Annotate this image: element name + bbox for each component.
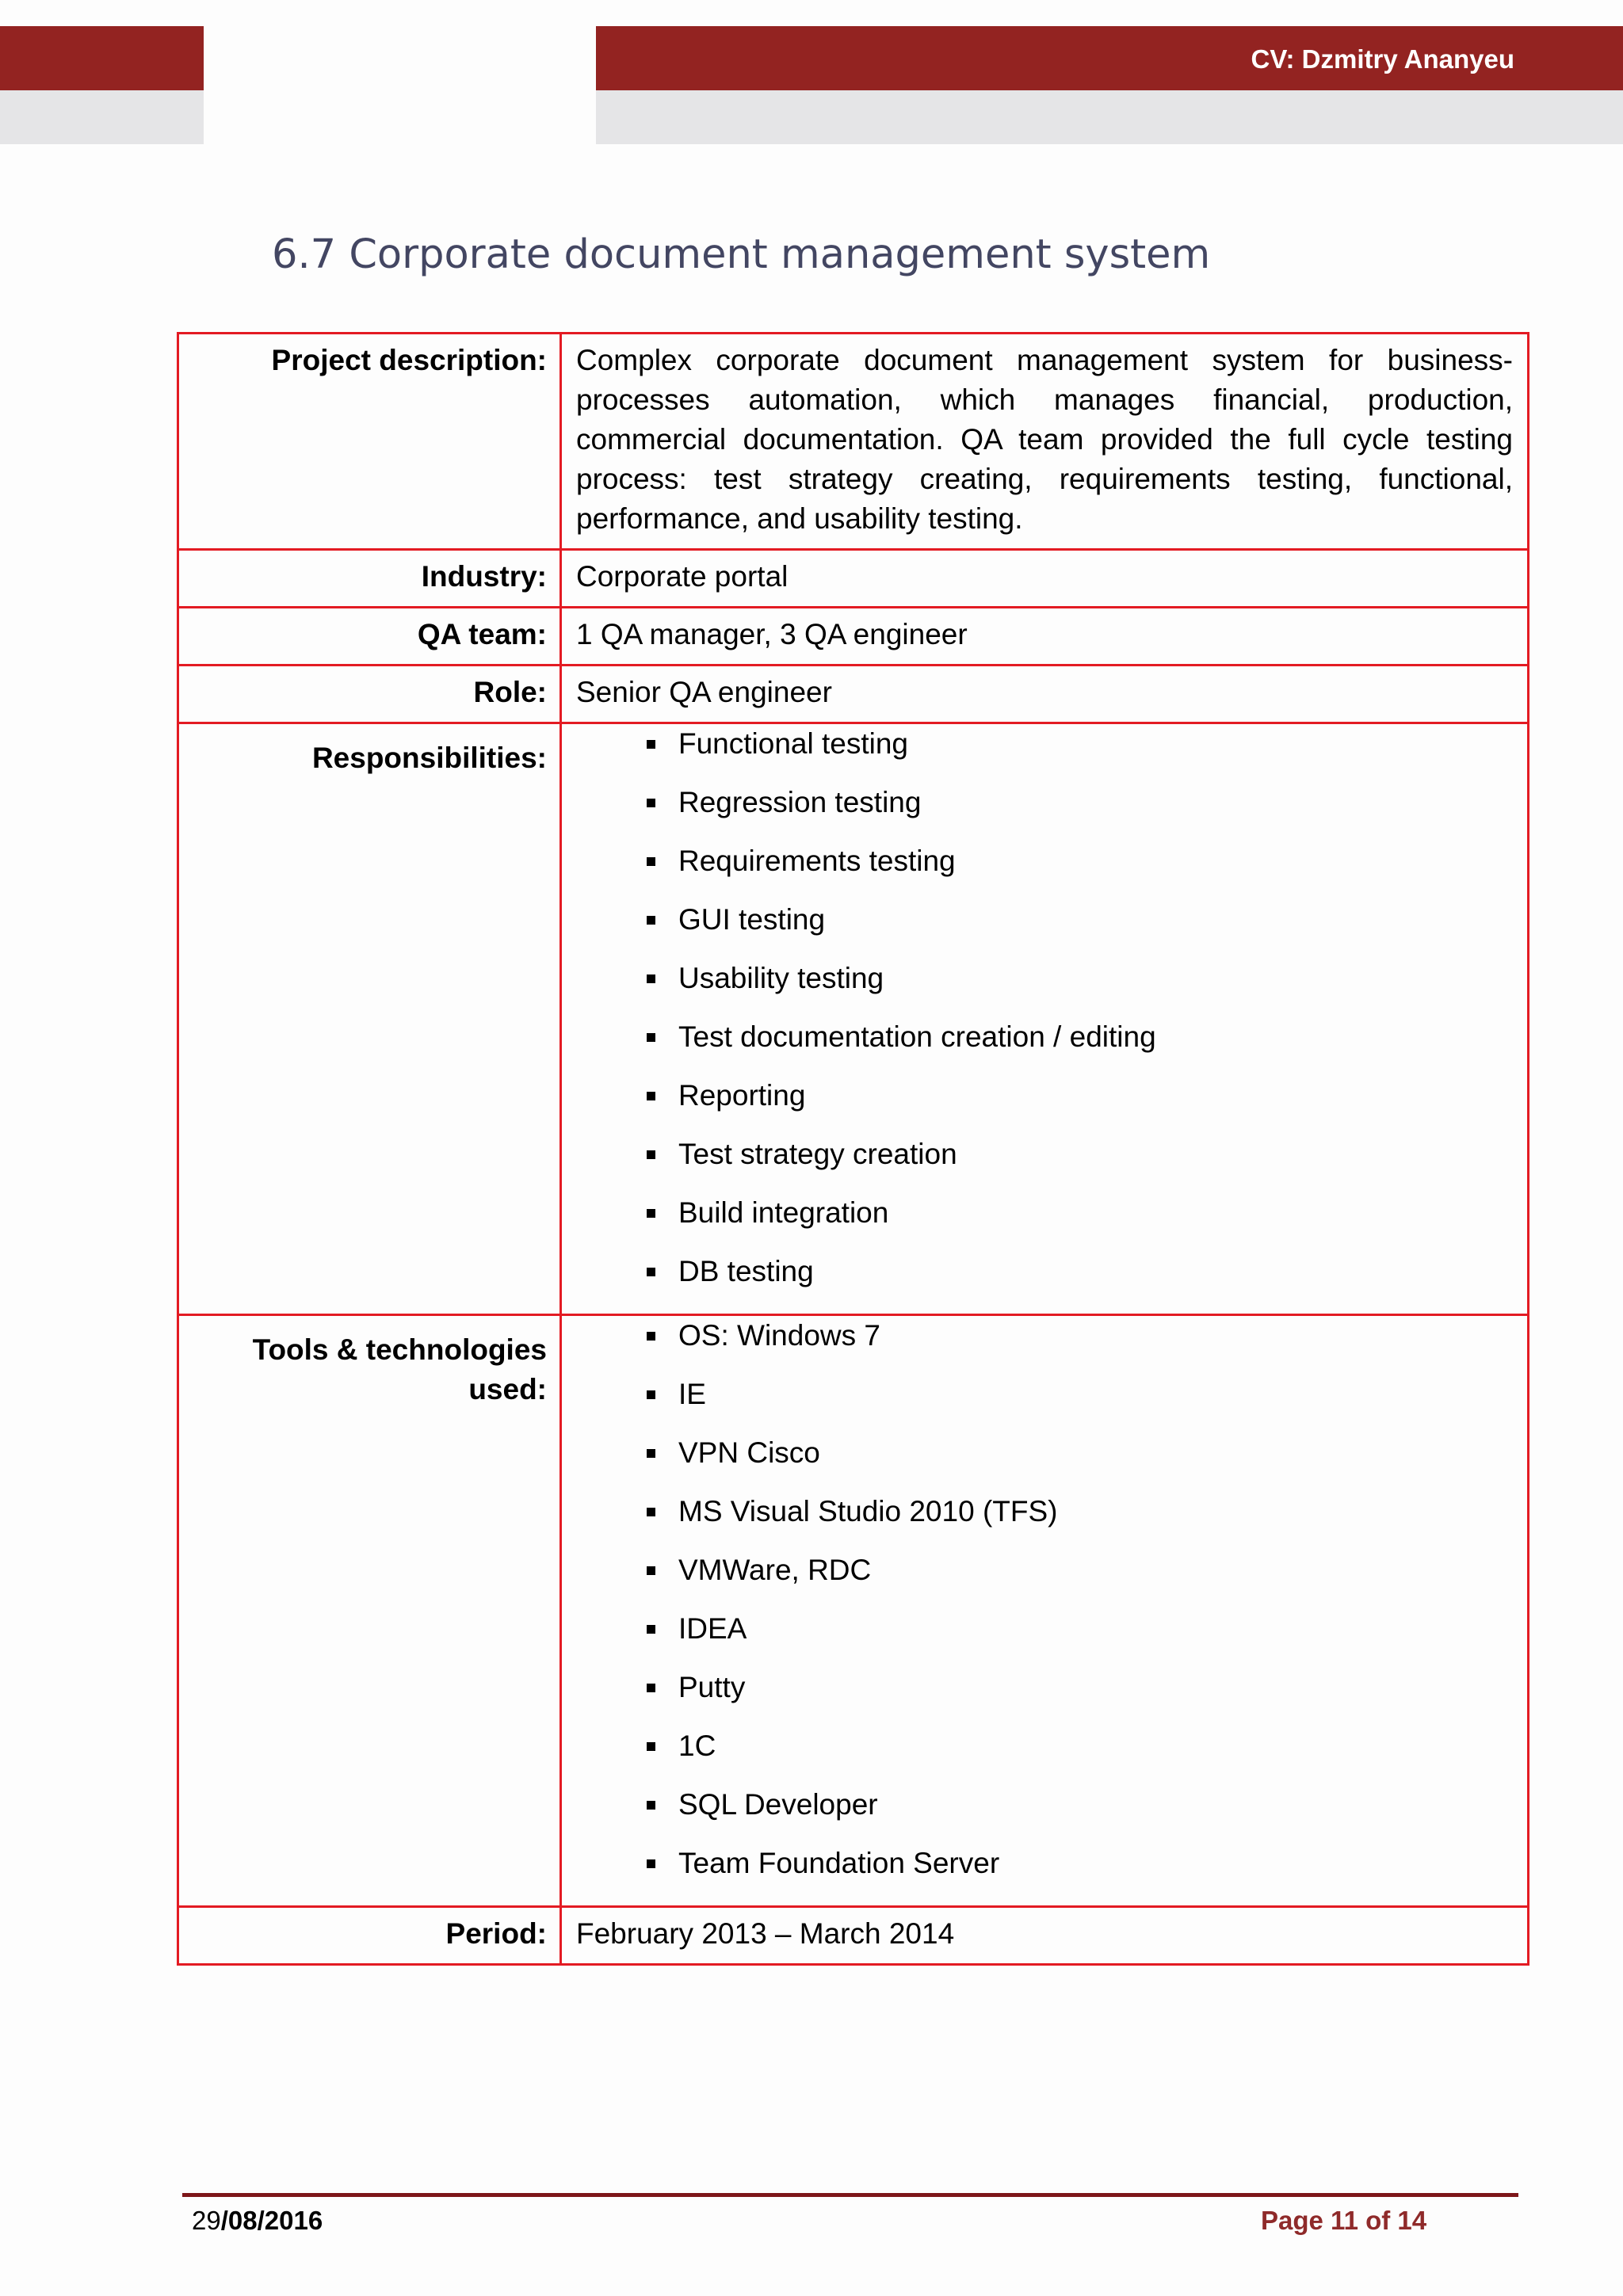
list-item: GUI testing xyxy=(576,903,1513,962)
responsibilities-list xyxy=(576,727,1513,1314)
header-title: CV: Dzmitry Ananyeu xyxy=(1251,44,1514,74)
footer-date xyxy=(192,2206,323,2236)
footer-date-month-year: /08/2016 xyxy=(220,2206,323,2235)
list-item: Functional testing xyxy=(576,727,1513,786)
header-shade-right xyxy=(596,90,1623,144)
period-value: February 2013 – March 2014 xyxy=(561,1907,1529,1965)
header-shade-left xyxy=(0,90,204,144)
row-role xyxy=(178,666,1529,723)
tools-label-line1: Tools & technologies xyxy=(252,1333,547,1366)
list-item: Regression testing xyxy=(576,786,1513,845)
section-heading: 6.7 Corporate document management system xyxy=(272,231,1211,278)
list-item: IDEA xyxy=(576,1612,1513,1671)
footer-date-day: 29 xyxy=(192,2206,221,2235)
role-label: Role: xyxy=(178,666,561,723)
tools-label-line2: used: xyxy=(468,1373,547,1405)
row-qa-team xyxy=(178,608,1529,666)
list-item: SQL Developer xyxy=(576,1788,1513,1847)
qa-team-label: QA team: xyxy=(178,608,561,666)
role-value: Senior QA engineer xyxy=(561,666,1529,723)
list-item: 1C xyxy=(576,1730,1513,1788)
project-table xyxy=(177,332,1529,1966)
row-period xyxy=(178,1907,1529,1965)
row-responsibilities xyxy=(178,723,1529,1315)
tools-list xyxy=(576,1319,1513,1905)
list-item: Team Foundation Server xyxy=(576,1847,1513,1905)
list-item: Test documentation creation / editing xyxy=(576,1020,1513,1079)
project-description-label: Project description: xyxy=(178,334,561,550)
list-item: Usability testing xyxy=(576,962,1513,1020)
responsibilities-label: Responsibilities: xyxy=(178,723,561,1315)
list-item: Test strategy creation xyxy=(576,1138,1513,1196)
responsibilities-value xyxy=(561,723,1529,1315)
list-item: DB testing xyxy=(576,1255,1513,1314)
tools-label xyxy=(178,1315,561,1907)
footer-page-number: Page 11 of 14 xyxy=(1261,2206,1427,2235)
industry-value: Corporate portal xyxy=(561,550,1529,608)
row-tools xyxy=(178,1315,1529,1907)
list-item: OS: Windows 7 xyxy=(576,1319,1513,1378)
period-label: Period: xyxy=(178,1907,561,1965)
row-industry xyxy=(178,550,1529,608)
list-item: IE xyxy=(576,1378,1513,1436)
list-item: MS Visual Studio 2010 (TFS) xyxy=(576,1495,1513,1554)
footer-rule xyxy=(182,2193,1518,2197)
list-item: VMWare, RDC xyxy=(576,1554,1513,1612)
list-item: Putty xyxy=(576,1671,1513,1730)
list-item: Reporting xyxy=(576,1079,1513,1138)
industry-label: Industry: xyxy=(178,550,561,608)
qa-team-value: 1 QA manager, 3 QA engineer xyxy=(561,608,1529,666)
row-project-description xyxy=(178,334,1529,550)
list-item: Requirements testing xyxy=(576,845,1513,903)
list-item: Build integration xyxy=(576,1196,1513,1255)
project-description-value: Complex corporate document management system for business-processes automation, which manages financial, production, commercial documentation. QA team provided the full cycle testing process: test strategy creating, requirements testing, functional, performance, and usability testing. xyxy=(561,334,1529,550)
tools-value xyxy=(561,1315,1529,1907)
list-item: VPN Cisco xyxy=(576,1436,1513,1495)
header-bar-left xyxy=(0,26,204,90)
